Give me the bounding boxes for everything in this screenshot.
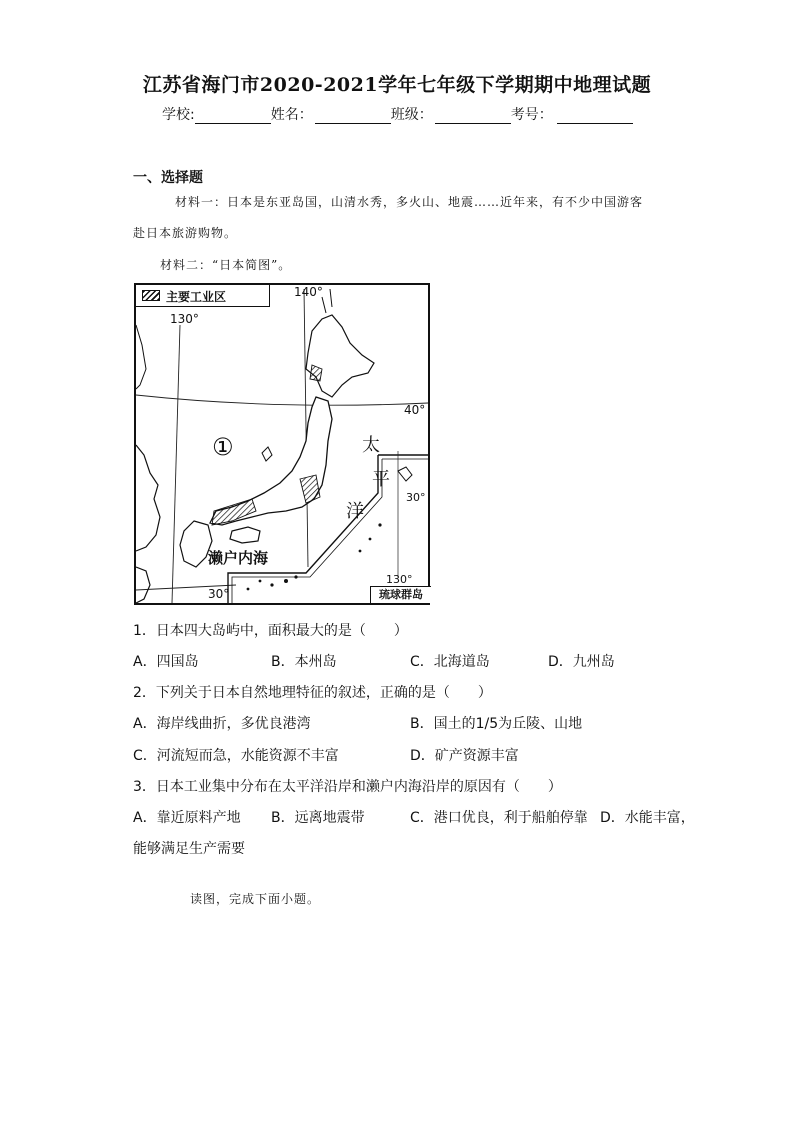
ocean-char-2: 平 xyxy=(372,469,390,490)
mainland-coast xyxy=(136,325,146,389)
taiwan-coast xyxy=(136,567,150,603)
exam-title: 江苏省海门市2020-2021学年七年级下学期期中地理试题 xyxy=(142,74,652,96)
hokkaido-island xyxy=(306,315,374,397)
q3-option-b[interactable]: B．远离地震带 xyxy=(271,810,365,826)
material-one-line2: 赴日本旅游购物。 xyxy=(133,226,238,240)
ryukyu-label: 琉球群岛 xyxy=(370,586,431,603)
japan-map xyxy=(134,283,430,605)
q1-option-a[interactable]: A．四国岛 xyxy=(133,654,199,670)
q1-option-d[interactable]: D．九州岛 xyxy=(548,654,615,670)
lon-140-top-label: 140° xyxy=(294,285,323,299)
lon-130-top-label: 130° xyxy=(170,312,199,326)
seto-inland-sea-label: 濑户内海 xyxy=(208,549,269,567)
class-blank[interactable] xyxy=(435,109,511,124)
question-3-stem: 3．日本工业集中分布在太平洋沿岸和濑户内海沿岸的原因有（ ） xyxy=(133,779,562,795)
longitude-130-line xyxy=(172,325,180,603)
ocean-char-3: 洋 xyxy=(346,501,364,522)
q2-option-d[interactable]: D．矿产资源丰富 xyxy=(410,748,519,764)
school-label: 学校: xyxy=(162,107,195,123)
q2-option-b[interactable]: B．国土的1/5为丘陵、山地 xyxy=(410,716,583,732)
lat-40-label: 40° xyxy=(404,403,426,417)
closing-instruction: 读图，完成下面小题。 xyxy=(190,892,321,906)
map-legend xyxy=(136,285,270,307)
material-two: 材料二：“日本简图”。 xyxy=(160,258,292,272)
lat-30-bottom-label: 30° xyxy=(208,587,230,601)
q1-option-c[interactable]: C．北海道岛 xyxy=(410,654,490,670)
q2-option-c[interactable]: C．河流短而急，水能资源不丰富 xyxy=(133,748,339,764)
sakhalin-tip xyxy=(322,289,332,313)
inset-lon-130-label: 130° xyxy=(386,573,413,586)
japan-map-drawing xyxy=(136,285,428,603)
hatch-swatch-icon xyxy=(142,290,160,301)
q1-option-b[interactable]: B．本州岛 xyxy=(271,654,337,670)
q3-option-a[interactable]: A．靠近原料产地 xyxy=(133,810,241,826)
ocean-char-1: 太 xyxy=(362,435,380,456)
q3-option-c[interactable]: C．港口优良，利于船舶停靠 xyxy=(410,810,588,826)
q3-option-d-continued: 能够满足生产需要 xyxy=(133,841,245,857)
legend-label: 主要工业区 xyxy=(166,290,227,304)
question-2-stem: 2．下列关于日本自然地理特征的叙述，正确的是（ ） xyxy=(133,685,492,701)
name-blank[interactable] xyxy=(315,109,391,124)
student-info-line xyxy=(162,104,633,124)
section-heading: 一、选择题 xyxy=(133,170,203,186)
honshu-island xyxy=(210,397,332,525)
question-1-stem: 1．日本四大岛屿中，面积最大的是（ ） xyxy=(133,623,408,639)
name-label: 姓名： xyxy=(270,107,313,123)
shikoku-island xyxy=(230,527,260,543)
number-blank[interactable] xyxy=(557,109,633,124)
latitude-40-line xyxy=(136,395,428,405)
school-blank[interactable] xyxy=(195,109,271,124)
q2-option-a[interactable]: A．海岸线曲折，多优良港湾 xyxy=(133,716,311,732)
korea-coast xyxy=(136,445,160,551)
sado-island xyxy=(262,447,272,461)
region-one-label: ① xyxy=(212,433,234,461)
number-label: 考号： xyxy=(510,107,553,123)
q3-option-d[interactable]: D．水能丰富， xyxy=(600,810,695,826)
inset-lat-30-label: 30° xyxy=(406,491,426,504)
class-label: 班级： xyxy=(390,107,433,123)
material-one-line1: 材料一：日本是东亚岛国，山清水秀，多火山、地震……近年来，有不少中国游客 xyxy=(175,195,644,209)
